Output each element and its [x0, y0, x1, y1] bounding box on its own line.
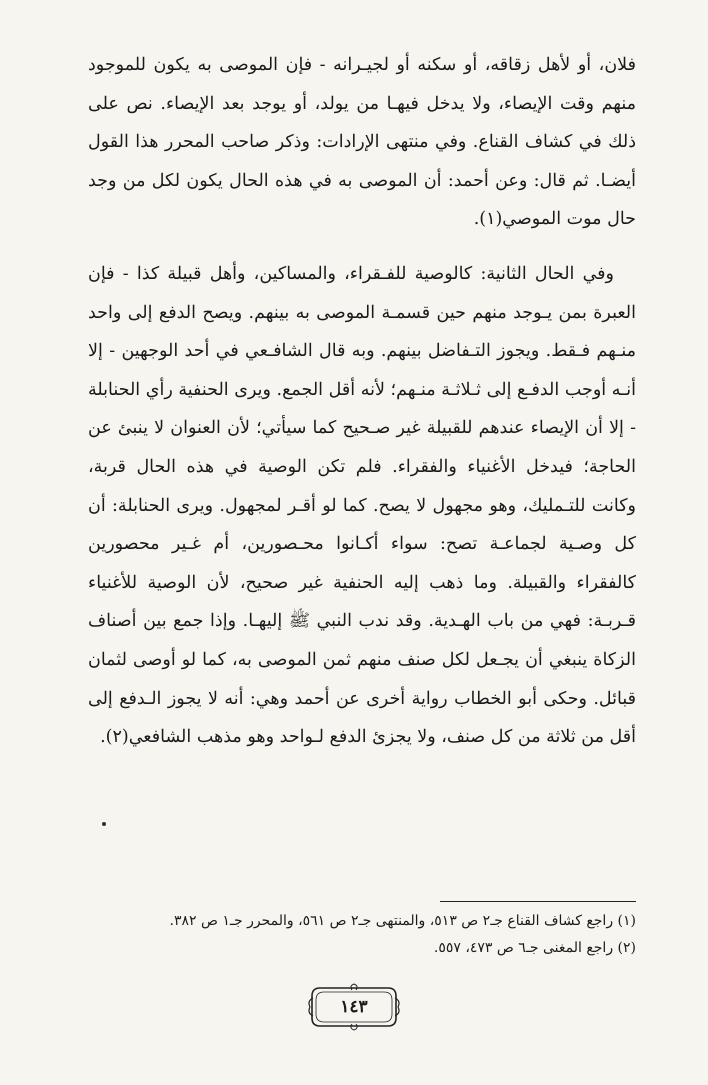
- footnote-separator: [440, 901, 636, 902]
- page-number-frame: [306, 982, 402, 1032]
- main-text: [88, 46, 636, 757]
- stray-mark: [102, 822, 106, 826]
- paragraph-2: وفي الحال الثانية: كالوصية للفـقراء، والمساكين، وأهل قبيلة كذا - فإن العبرة بمن يـوجد منهم حين قسمـة الموصى به بينهم. ويصح الدفع إلى واحد منـهم فـقط. ويجوز التـفاضل بينهم. وبه قال الشافـعي في أحد الوجهين - إلا أنـه أوجب الدفـع إلى ثـلاثـة منـهم؛ لأنه أقل الجمع. ويرى الحنفية رأي الحنابلة - إلا أن الإيصاء عندهم للقبيلة غير صـحيح كما سيأتي؛ لأن العنوان لا ينبئ عن الحاجة؛ فيدخل الأغنياء والفقراء. فلم تكن الوصية في هذه الحال قربة، وكانت للتـمليك، وهو مجهول لا يصح. كما لو أقـر لمجهول. ويرى الحنابلة: أن كل وصـية لجماعـة تصح: سواء أكـانوا محـصورين، أم غـير محصورين كالفقراء والقبيلة. وما ذهب إليه الحنفية غير صحيح، لأن الوصية للأغنياء قـربـة: فهي من باب الهـدية. وقد ندب النبي ﷺ إليهـا. وإذا جمع بين أصناف الزكاة ينبغي أن يجـعل لكل صنف منهم ثمن الموصى به، كما لو أوصى لثمان قبائل. وحكى أبو الخطاب رواية أخرى عن أحمد وهي: أنه لا يجوز الـدفع إلى أقل من ثلاثة من كل صنف، ولا يجزئ الدفع لـواحد وهو مذهب الشافعي(٢).: [88, 263, 636, 748]
- footnote-1: (١) راجع كشاف القناع جـ٢ ص ٥١٣، والمنتهى جـ٢ ص ٥٦١، والمحرر جـ١ ص ٣٨٢.: [169, 913, 636, 929]
- footnote-2: (٢) راجع المغنى جـ٦ ص ٤٧٣، ٥٥٧.: [433, 940, 636, 956]
- paragraph-1: فلان، أو لأهل زقاقه، أو سكنه أو لجيـرانه - فإن الموصى به يكون للموجود منهم وقت الإيصاء، ولا يدخل فيهـا من يولد، أو يوجد بعد الإيصاء. نص على ذلك في كشاف القناع. وفي منتهى الإرادات: وذكر صاحب المحرر هذا القول أيضـا. ثم قال: وعن أحمد: أن الموصى به في هذه الحال يكون لكل من وجد حال موت الموصي(١).: [88, 55, 636, 230]
- page-number: ١٤٣: [340, 997, 368, 1017]
- footnotes: [88, 908, 636, 962]
